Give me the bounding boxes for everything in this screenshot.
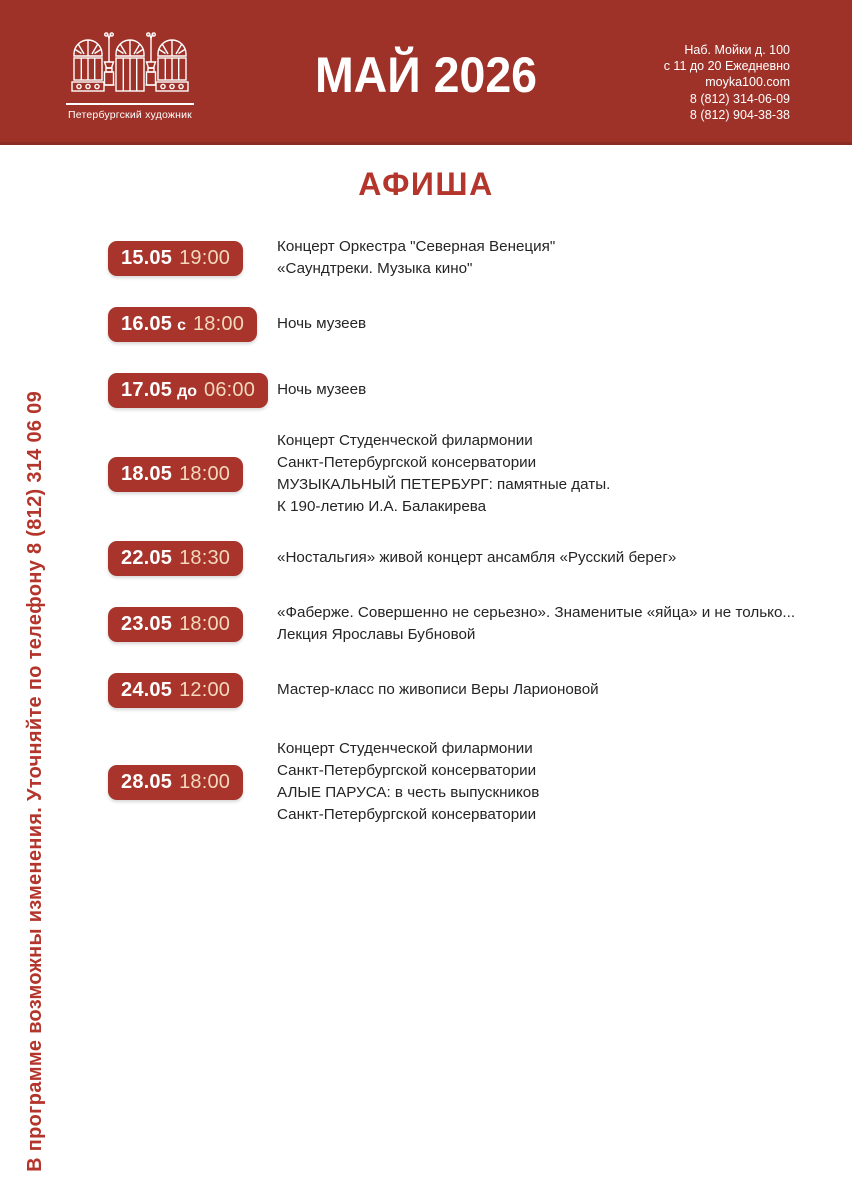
month-title: МАЙ 2026 bbox=[314, 47, 538, 103]
badge-date: 18.05 bbox=[121, 462, 173, 485]
logo-caption: Петербургский художник bbox=[68, 108, 192, 121]
event-line: МУЗЫКАЛЬНЫЙ ПЕТЕРБУРГ: памятные даты. bbox=[277, 476, 611, 493]
contact-info bbox=[664, 42, 790, 123]
badge-cell bbox=[108, 541, 268, 576]
section-title: АФИША bbox=[358, 166, 494, 202]
contact-phone-1[interactable]: 8 (812) 314-06-09 bbox=[689, 91, 790, 106]
badge-time: 19:00 bbox=[179, 246, 231, 269]
event-line: Санкт-Петербургской консерватории bbox=[277, 762, 537, 779]
badge-time: 12:00 bbox=[179, 678, 231, 701]
badge-cell bbox=[108, 607, 268, 642]
event-line: К 190-летию И.А. Балакирева bbox=[277, 498, 487, 515]
event-line: Ночь музеев bbox=[277, 315, 367, 332]
badge-time: 18:00 bbox=[179, 770, 231, 793]
event-description bbox=[268, 738, 852, 826]
date-time-badge[interactable] bbox=[108, 307, 257, 342]
event-description bbox=[268, 236, 852, 280]
badge-preposition: до bbox=[177, 382, 197, 400]
logo-divider bbox=[66, 103, 194, 105]
vertical-side-note: В программе возможны изменения. Уточняйте по телефону 8 (812) 314 06 09 bbox=[24, 391, 46, 1172]
contact-hours: с 11 до 20 Ежедневно bbox=[663, 59, 790, 74]
badge-date: 15.05 bbox=[121, 246, 173, 269]
event-row[interactable] bbox=[108, 598, 852, 650]
event-description bbox=[268, 430, 852, 518]
contact-address: Наб. Мойки д. 100 bbox=[684, 43, 790, 57]
event-description bbox=[268, 679, 852, 701]
badge-date: 23.05 bbox=[121, 612, 173, 635]
date-time-badge[interactable] bbox=[108, 373, 268, 408]
event-line: «Саундтреки. Музыка кино" bbox=[277, 260, 473, 277]
date-time-badge[interactable] bbox=[108, 241, 243, 276]
badge-date: 17.05 bbox=[121, 378, 173, 401]
event-row[interactable] bbox=[108, 664, 852, 716]
date-time-badge[interactable] bbox=[108, 673, 243, 708]
event-description bbox=[268, 547, 852, 569]
event-line: Санкт-Петербургской консерватории bbox=[277, 806, 537, 823]
contact-website[interactable]: moyka100.com bbox=[705, 75, 790, 90]
event-line: Концерт Студенческой филармонии bbox=[277, 740, 533, 757]
date-time-badge[interactable] bbox=[108, 457, 243, 492]
badge-time: 18:00 bbox=[179, 612, 231, 635]
badge-date: 22.05 bbox=[121, 546, 173, 569]
event-description bbox=[268, 602, 852, 646]
date-time-badge[interactable] bbox=[108, 765, 243, 800]
contact-phone-2[interactable]: 8 (812) 904-38-38 bbox=[689, 107, 790, 122]
event-row[interactable] bbox=[108, 430, 852, 518]
header-band bbox=[0, 0, 852, 145]
badge-cell bbox=[108, 765, 268, 800]
badge-cell bbox=[108, 457, 268, 492]
badge-date: 28.05 bbox=[121, 770, 173, 793]
event-list bbox=[108, 232, 852, 840]
badge-time: 18:00 bbox=[192, 312, 245, 335]
event-description bbox=[268, 379, 852, 401]
event-line: «Ностальгия» живой концерт ансамбля «Русский берег» bbox=[277, 549, 677, 566]
event-line: «Фаберже. Совершенно не серьезно». Знаменитые «яйца» и не только... bbox=[277, 604, 796, 621]
event-line: АЛЫЕ ПАРУСА: в честь выпускников bbox=[277, 784, 540, 801]
event-line: Концерт Оркестра "Северная Венеция" bbox=[277, 238, 556, 255]
event-description bbox=[268, 313, 852, 335]
event-row[interactable] bbox=[108, 298, 852, 350]
badge-date: 24.05 bbox=[121, 678, 173, 701]
badge-time: 06:00 bbox=[204, 378, 256, 401]
badge-preposition: с bbox=[177, 316, 186, 334]
badge-cell bbox=[108, 307, 268, 342]
event-line: Ночь музеев bbox=[277, 381, 367, 398]
date-time-badge[interactable] bbox=[108, 607, 243, 642]
badge-cell bbox=[108, 241, 268, 276]
badge-cell bbox=[108, 373, 268, 408]
badge-date: 16.05 bbox=[121, 312, 173, 335]
date-time-badge[interactable] bbox=[108, 541, 243, 576]
event-row[interactable] bbox=[108, 738, 852, 826]
event-line: Лекция Ярославы Бубновой bbox=[277, 626, 476, 643]
event-line: Санкт-Петербургской консерватории bbox=[277, 454, 537, 471]
badge-cell bbox=[108, 673, 268, 708]
event-row[interactable] bbox=[108, 364, 852, 416]
event-row[interactable] bbox=[108, 532, 852, 584]
event-line: Концерт Студенческой филармонии bbox=[277, 432, 533, 449]
badge-time: 18:30 bbox=[179, 546, 231, 569]
event-row[interactable] bbox=[108, 232, 852, 284]
badge-time: 18:00 bbox=[179, 462, 231, 485]
event-line: Мастер-класс по живописи Веры Ларионовой bbox=[277, 681, 599, 698]
